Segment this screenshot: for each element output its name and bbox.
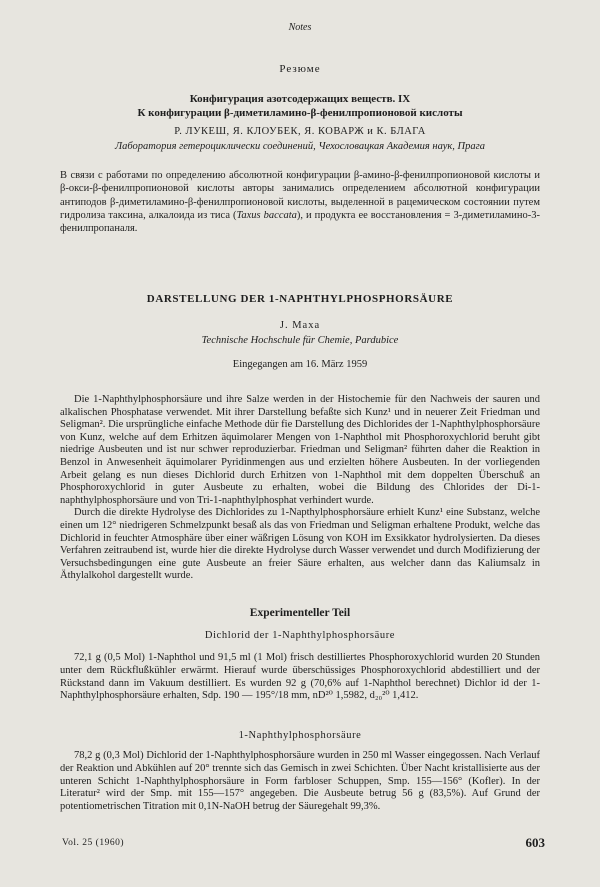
acid-paragraph: 78,2 g (0,3 Mol) Dichlorid der 1-Naphthylphosphorsäure wurden in 250 ml Wasser eingegossen. Nach Verlauf der Reaktion und Abkühlen auf 20° trennte sich das Gemisch in zwei Schichten. Über Nacht kristallisierte aus der unteren Schicht 1-Naphthylphosphorsäure in Form farbloser Schuppen, Smp. 155—156° (Kofler). In der Literatur² wird der Smp. mit 155—157° angegeben. Die Ausbeute betrug 56 g (83,5%). Auf Grund der potentiometrischen Titration mit 0,1N-NaOH betrug der Säuregehalt 99,3%. [60,750,540,813]
acid-section [60,750,540,814]
article-author: J. Maxa [279,320,321,331]
article-affiliation: Technische Hochschule für Chemie, Pardubice [201,335,399,346]
resume-abstract [60,169,540,235]
article-introduction [60,394,540,583]
dichloride-section [60,652,540,703]
article-title: DARSTELLUNG DER 1-NAPHTHYLPHOSPHORSÄURE [146,293,454,305]
running-head: Notes [288,22,312,33]
resume-heading: Резюме [279,63,321,75]
resume-affiliation: Лаборатория гетероциклически соединений, Чехословацкая Академия наук, Прага [115,141,485,152]
resume-title [40,92,560,120]
resume-abstract-end: ), и продукта ее восстановления = 3-диметиламино-3-фенилпропаналя. [60,209,540,235]
resume-abstract-species: Taxus baccata [236,209,297,221]
resume-title-line2: К конфигурации β-диметиламино-β-фенилпропионовой кислоты [137,107,463,119]
article-received-date: Eingegangen am 16. März 1959 [232,359,368,370]
dichloride-heading: Dichlorid der 1-Naphthylphosphorsäure [204,630,396,641]
acid-heading: 1-Naphthylphosphorsäure [238,730,362,741]
footer-volume: Vol. 25 (1960) [62,838,124,848]
experimental-heading: Experimenteller Teil [249,607,351,619]
intro-paragraph-2: Durch die direkte Hydrolyse des Dichlorides zu 1-Napthylphosphorsäure erhielt Kunz¹ eine Substanz, welche einen um 12° niedrigeren Schmelzpunkt besaß als das von Friedman und Seligman erhaltene Produkt, welche das Dichlorid in feuchter Atmosphäre über einer wäßrigen Lösung von KOH im Exsikkator hydrolysierten. Da dieses Verfahren zeitraubend ist, wurde hier die direkte Hydrolyse durch Wasser verwendet und durch Modifizierung der Versuchsbedingungen eine gute Ausbeute an freier Säure erhalten, aus welcher dann das Kaliumsalz in Äthylalkohol dargestellt wurde. [60,507,540,582]
resume-title-line1: Конфигурация азотсодержащих веществ. IX [189,93,411,105]
resume-abstract-text: В связи с работами по определению абсолютной конфигурации β-амино-β-фенилпропионовой кислоты и β-окси-β-фенилпропионовой кислоты авторы занимались определением абсолютной конфигурации антиподов β-диметиламино-β-фенилпропионовой кислоты, выделенной в рацемическом состоянии путем гидролиза таксина, алкалоида из тиса ( [60,170,540,221]
intro-paragraph-1: Die 1-Naphthylphosphorsäure und ihre Salze werden in der Histochemie für den Nachweis der sauren und alkalischen Phosphatase verwendet. Mit ihrer Darstellung befaßte sich Kunz¹ und in neuerer Zeit Friedman und Seligman². Die ursprüngliche einfache Methode dür fie Darstellung des Dichlorides der 1-Naphthylphosphorsäure von Kunz, welche auf dem Erhitzen äquimolarer Mengen von 1-Naphthol mit Phosphoroxychlorid beruht gibt niedrige Ausbeuten und ist nur schwer reproduzierbar. Friedman und Seligman² führten daher die Reaktion in Benzol in Anwesenheit äquimolarer Pyridinmengen aus und erzielten höhere Ausbeuten. In der vorliegenden Arbeit gelang es nun dieses Dichlorid durch Erhitzen von 1-Naphthol mit dem doppelten Überschuß an Phosphoroxychlorid in guter Ausbeute zu erhalten, wobei die Bildung des Chlorides der Di-1-naphthylphosphorsäure und von Tri-1-naphthylphosphat verhindert wurde. [60,394,540,506]
dichloride-paragraph: 72,1 g (0,5 Mol) 1-Naphthol und 91,5 ml (1 Mol) frisch destilliertes Phosphoroxychlorid wurden 20 Stunden unter dem Rückflußkühler erwärmt. Hierauf wurde überschüssiges Phosphoroxychlorid abdestilliert und der Rückstand dann im Vakuum destilliert. Es wurden 92 g (70,6% auf 1-Naphthol berechnet) Dichlor id der 1-Naphthylphosphorsäure erhalten, Sdp. 190 — 195°/18 mm, nD²⁰ 1,5982, d₂₀²⁰ 1,412. [60,652,540,702]
footer-page-number: 603 [525,835,545,850]
resume-authors: Р. ЛУКЕШ, Я. КЛОУБЕК, Я. КОВАРЖ и К. БЛАГА [174,126,426,137]
